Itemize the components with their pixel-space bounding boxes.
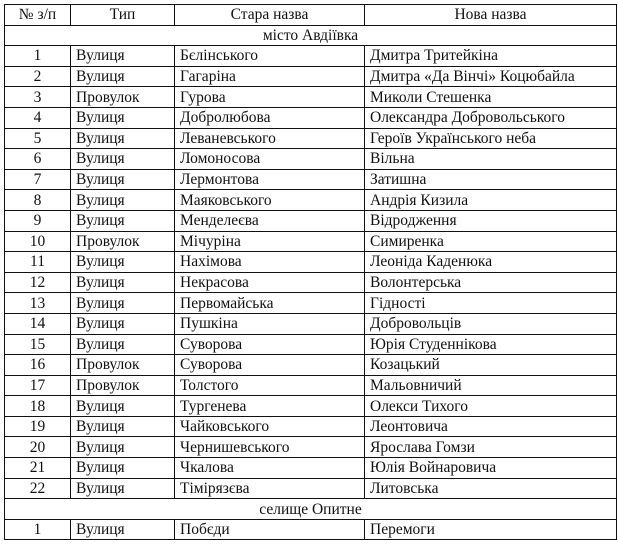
header-old-name: Стара назва xyxy=(175,5,365,26)
old-name: Леваневського xyxy=(175,128,365,149)
table-row xyxy=(5,375,617,396)
new-name: Леонтовича xyxy=(365,416,617,437)
street-type: Вулиця xyxy=(71,252,175,273)
row-number: 4 xyxy=(5,107,71,128)
new-name: Дмитра Тритейкіна xyxy=(365,46,617,67)
street-type: Вулиця xyxy=(71,66,175,87)
old-name: Первомайська xyxy=(175,293,365,314)
section-row xyxy=(5,499,617,520)
old-name: Гурова xyxy=(175,87,365,108)
new-name: Відродження xyxy=(365,210,617,231)
new-name: Литовська xyxy=(365,478,617,499)
new-name: Мальовничий xyxy=(365,375,617,396)
street-type: Вулиця xyxy=(71,519,175,540)
row-number: 15 xyxy=(5,334,71,355)
old-name: Толстого xyxy=(175,375,365,396)
table-row xyxy=(5,416,617,437)
table-row xyxy=(5,128,617,149)
table-row xyxy=(5,313,617,334)
row-number: 8 xyxy=(5,190,71,211)
row-number: 1 xyxy=(5,519,71,540)
old-name: Чернишевського xyxy=(175,437,365,458)
new-name: Симиренка xyxy=(365,231,617,252)
row-number: 2 xyxy=(5,66,71,87)
row-number: 11 xyxy=(5,252,71,273)
new-name: Юрія Студеннікова xyxy=(365,334,617,355)
old-name: Побєди xyxy=(175,519,365,540)
table-row xyxy=(5,478,617,499)
row-number: 6 xyxy=(5,149,71,170)
new-name: Волонтерська xyxy=(365,272,617,293)
street-type: Вулиця xyxy=(71,334,175,355)
row-number: 16 xyxy=(5,355,71,376)
street-type: Вулиця xyxy=(71,169,175,190)
table-row xyxy=(5,66,617,87)
header-new-name: Нова назва xyxy=(365,5,617,26)
row-number: 3 xyxy=(5,87,71,108)
header-row xyxy=(5,5,617,26)
old-name: Пушкіна xyxy=(175,313,365,334)
street-type: Вулиця xyxy=(71,190,175,211)
street-type: Вулиця xyxy=(71,272,175,293)
street-type: Вулиця xyxy=(71,437,175,458)
table-row xyxy=(5,437,617,458)
new-name: Вільна xyxy=(365,149,617,170)
row-number: 18 xyxy=(5,396,71,417)
old-name: Нахімова xyxy=(175,252,365,273)
row-number: 9 xyxy=(5,210,71,231)
old-name: Тургенева xyxy=(175,396,365,417)
old-name: Ломоносова xyxy=(175,149,365,170)
header-type: Тип xyxy=(71,5,175,26)
new-name: Олександра Добровольського xyxy=(365,107,617,128)
street-type: Вулиця xyxy=(71,478,175,499)
new-name: Козацький xyxy=(365,355,617,376)
section-row xyxy=(5,25,617,46)
row-number: 13 xyxy=(5,293,71,314)
new-name: Миколи Стешенка xyxy=(365,87,617,108)
row-number: 7 xyxy=(5,169,71,190)
table-row xyxy=(5,396,617,417)
row-number: 21 xyxy=(5,458,71,479)
old-name: Добролюбова xyxy=(175,107,365,128)
section-title: селище Опитне xyxy=(5,499,617,520)
street-type: Вулиця xyxy=(71,210,175,231)
table-header xyxy=(5,5,617,26)
table-row xyxy=(5,231,617,252)
table-row xyxy=(5,272,617,293)
table-row xyxy=(5,149,617,170)
section-title: місто Авдіївка xyxy=(5,25,617,46)
row-number: 20 xyxy=(5,437,71,458)
old-name: Лермонтова xyxy=(175,169,365,190)
header-number: № з/п xyxy=(5,5,71,26)
old-name: Чкалова xyxy=(175,458,365,479)
street-type: Вулиця xyxy=(71,128,175,149)
new-name: Героїв Українського неба xyxy=(365,128,617,149)
new-name: Перемоги xyxy=(365,519,617,540)
row-number: 12 xyxy=(5,272,71,293)
street-type: Вулиця xyxy=(71,416,175,437)
old-name: Гагаріна xyxy=(175,66,365,87)
street-type: Провулок xyxy=(71,355,175,376)
new-name: Ярослава Гомзи xyxy=(365,437,617,458)
old-name: Тімірязєва xyxy=(175,478,365,499)
row-number: 17 xyxy=(5,375,71,396)
street-type: Вулиця xyxy=(71,107,175,128)
new-name: Андрія Кизила xyxy=(365,190,617,211)
street-type: Вулиця xyxy=(71,293,175,314)
street-type: Вулиця xyxy=(71,458,175,479)
row-number: 19 xyxy=(5,416,71,437)
table-row xyxy=(5,252,617,273)
table-row xyxy=(5,87,617,108)
street-type: Вулиця xyxy=(71,313,175,334)
street-type: Провулок xyxy=(71,375,175,396)
old-name: Мічуріна xyxy=(175,231,365,252)
old-name: Некрасова xyxy=(175,272,365,293)
old-name: Бєлінського xyxy=(175,46,365,67)
street-type: Провулок xyxy=(71,87,175,108)
new-name: Олекси Тихого xyxy=(365,396,617,417)
table-row xyxy=(5,169,617,190)
street-type: Вулиця xyxy=(71,149,175,170)
new-name: Затишна xyxy=(365,169,617,190)
new-name: Добровольців xyxy=(365,313,617,334)
row-number: 14 xyxy=(5,313,71,334)
row-number: 10 xyxy=(5,231,71,252)
table-row xyxy=(5,334,617,355)
old-name: Суворова xyxy=(175,355,365,376)
table-row xyxy=(5,210,617,231)
street-type: Провулок xyxy=(71,231,175,252)
old-name: Суворова xyxy=(175,334,365,355)
table-row xyxy=(5,355,617,376)
new-name: Леоніда Каденюка xyxy=(365,252,617,273)
table-row xyxy=(5,107,617,128)
street-type: Вулиця xyxy=(71,46,175,67)
table-body xyxy=(5,25,617,540)
old-name: Менделеєва xyxy=(175,210,365,231)
new-name: Гідності xyxy=(365,293,617,314)
table-row xyxy=(5,190,617,211)
old-name: Чайковського xyxy=(175,416,365,437)
new-name: Дмитра «Да Вінчі» Коцюбайла xyxy=(365,66,617,87)
table-row xyxy=(5,46,617,67)
table-row xyxy=(5,519,617,540)
row-number: 22 xyxy=(5,478,71,499)
row-number: 1 xyxy=(5,46,71,67)
table-row xyxy=(5,458,617,479)
street-type: Вулиця xyxy=(71,396,175,417)
street-renaming-table xyxy=(4,4,617,540)
row-number: 5 xyxy=(5,128,71,149)
new-name: Юлія Войнаровича xyxy=(365,458,617,479)
old-name: Маяковського xyxy=(175,190,365,211)
table-row xyxy=(5,293,617,314)
